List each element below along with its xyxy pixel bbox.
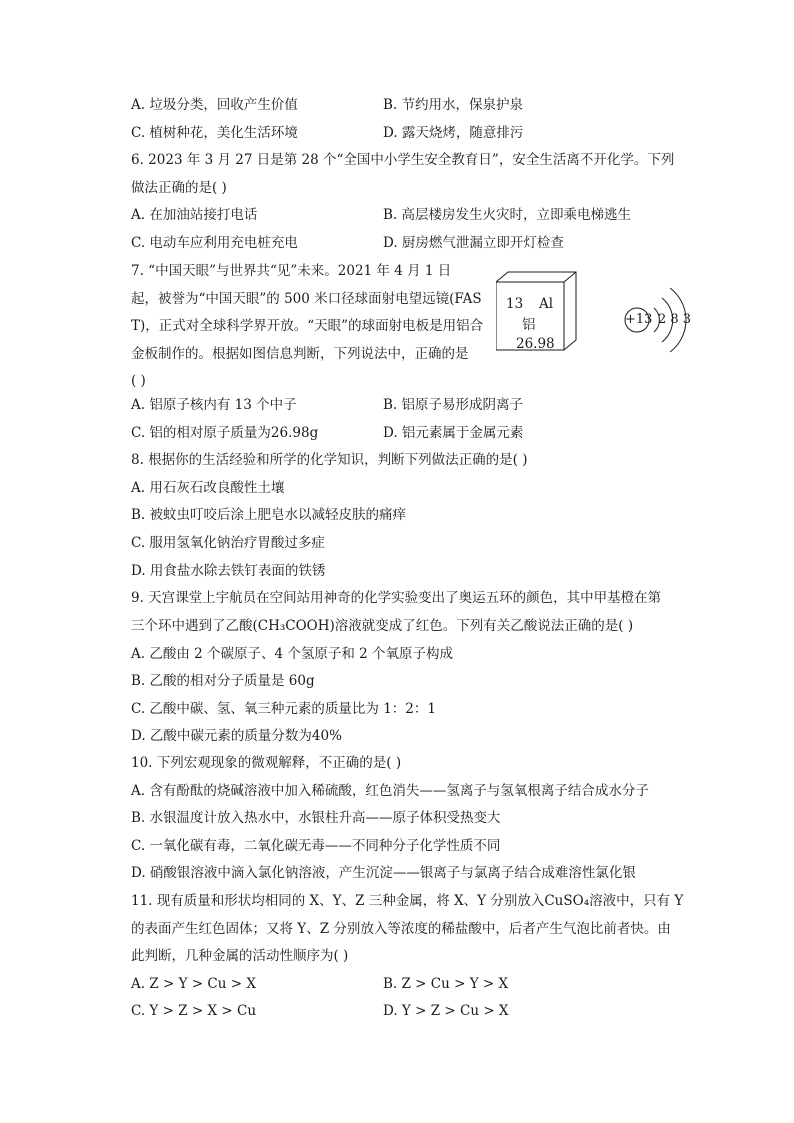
q9-option-c: C. 乙酸中碳、氢、氧三种元素的质量比为 1：2：1 <box>131 701 436 717</box>
q11-stem-line2: 的表面产生红色固体；又将 Y、Z 分别放入等浓度的稀盐酸中，后者产生气泡比前者快。由 <box>131 921 671 937</box>
atomic-number: 13 <box>506 296 524 312</box>
q7-option-b: B. 铝原子易形成阴离子 <box>383 397 524 413</box>
element-card-aluminum <box>496 270 578 352</box>
q9-stem-line1: 9. 天宫课堂上宇航员在空间站用神奇的化学实验变出了奥运五环的颜色，其中甲基橙在第 <box>131 590 662 606</box>
q10-option-a: A. 含有酚酞的烧碱溶液中加入稀硫酸，红色消失——氢离子与氢氧根离子结合成水分子 <box>131 783 649 799</box>
q7-option-a: A. 铝原子核内有 13 个中子 <box>131 397 297 413</box>
nucleus-charge: +13 <box>625 312 653 327</box>
q7-stem-line4: 金板制作的。根据如图信息判断，下列说法中，正确的是 <box>131 346 469 362</box>
element-name: 铝 <box>522 317 536 333</box>
q9-option-b: B. 乙酸的相对分子质量是 60g <box>131 673 315 689</box>
q6-option-b: B. 高层楼房发生火灾时，立即乘电梯逃生 <box>383 207 632 223</box>
q6-option-c: C. 电动车应利用充电桩充电 <box>131 235 298 251</box>
q11-option-b: B. Z > Cu > Y > X <box>383 976 509 992</box>
q6-stem-line2: 做法正确的是( ) <box>131 180 227 196</box>
q9-option-a: A. 乙酸由 2 个碳原子、4 个氢原子和 2 个氧原子构成 <box>131 646 454 662</box>
q7-stem-line5: ( ) <box>131 373 146 389</box>
q7-option-c: C. 铝的相对原子质量为26.98g <box>131 425 319 441</box>
atomic-mass: 26.98 <box>516 336 555 352</box>
q9-option-d: D. 乙酸中碳元素的质量分数为40% <box>131 728 342 744</box>
q7-stem-line2: 起，被誉为“中国天眼”的 500 米口径球面射电望远镜(FAS <box>131 291 482 307</box>
atom-structure-diagram <box>616 270 696 360</box>
q6-option-a: A. 在加油站接打电话 <box>131 207 258 223</box>
q10-option-b: B. 水银温度计放入热水中，水银柱升高——原子体积受热变大 <box>131 810 501 826</box>
q8-option-a: A. 用石灰石改良酸性土壤 <box>131 480 285 496</box>
shell-electrons: 2 8 3 <box>658 312 692 327</box>
q10-stem: 10. 下列宏观现象的微观解释，不正确的是( ) <box>131 755 402 771</box>
q11-option-d: D. Y > Z > Cu > X <box>383 1003 509 1019</box>
q8-option-b: B. 被蚊虫叮咬后涂上肥皂水以减轻皮肤的痛痒 <box>131 507 407 523</box>
q5-option-c: C. 植树种花，美化生活环境 <box>131 125 298 141</box>
q9-stem-line2: 三个环中遇到了乙酸(CH₃COOH)溶液就变成了红色。下列有关乙酸说法正确的是( ) <box>131 618 634 634</box>
q6-option-d: D. 厨房燃气泄漏立即开灯检查 <box>383 235 564 251</box>
q11-stem-line1: 11. 现有质量和形状均相同的 X、Y、Z 三种金属，将 X、Y 分别放入CuSO₄溶液中，只有 Y <box>131 893 684 909</box>
q8-stem: 8. 根据你的生活经验和所学的化学知识，判断下列做法正确的是( ) <box>131 452 528 468</box>
q7-option-d: D. 铝元素属于金属元素 <box>383 425 524 441</box>
q10-option-c: C. 一氧化碳有毒，二氧化碳无毒——不同种分子化学性质不同 <box>131 838 501 854</box>
q11-option-c: C. Y > Z > X > Cu <box>131 1003 257 1019</box>
element-symbol: Al <box>539 296 554 312</box>
q5-option-b: B. 节约用水，保泉护泉 <box>383 97 524 113</box>
q8-option-d: D. 用食盐水除去铁钉表面的铁锈 <box>131 563 326 579</box>
q5-option-d: D. 露天烧烤，随意排污 <box>383 125 524 141</box>
q6-stem-line1: 6. 2023 年 3 月 27 日是第 28 个“全国中小学生安全教育日”，安全生活离不开化学。下列 <box>131 152 675 168</box>
q11-stem-line3: 此判断，几种金属的活动性顺序为( ) <box>131 948 349 964</box>
q10-option-d: D. 硝酸银溶液中滴入氯化钠溶液，产生沉淀——银离子与氯离子结合成难溶性氯化银 <box>131 865 636 881</box>
q7-stem-line3: T)，正式对全球科学界开放。“天眼”的球面射电板是用铝合 <box>131 318 484 334</box>
q8-option-c: C. 服用氢氧化钠治疗胃酸过多症 <box>131 535 325 551</box>
q5-option-a: A. 垃圾分类，回收产生价值 <box>131 97 298 113</box>
q7-stem-line1: 7. “中国天眼”与世界共“见”未来。2021 年 4 月 1 日 <box>131 263 452 279</box>
q11-option-a: A. Z > Y > Cu > X <box>131 976 256 992</box>
